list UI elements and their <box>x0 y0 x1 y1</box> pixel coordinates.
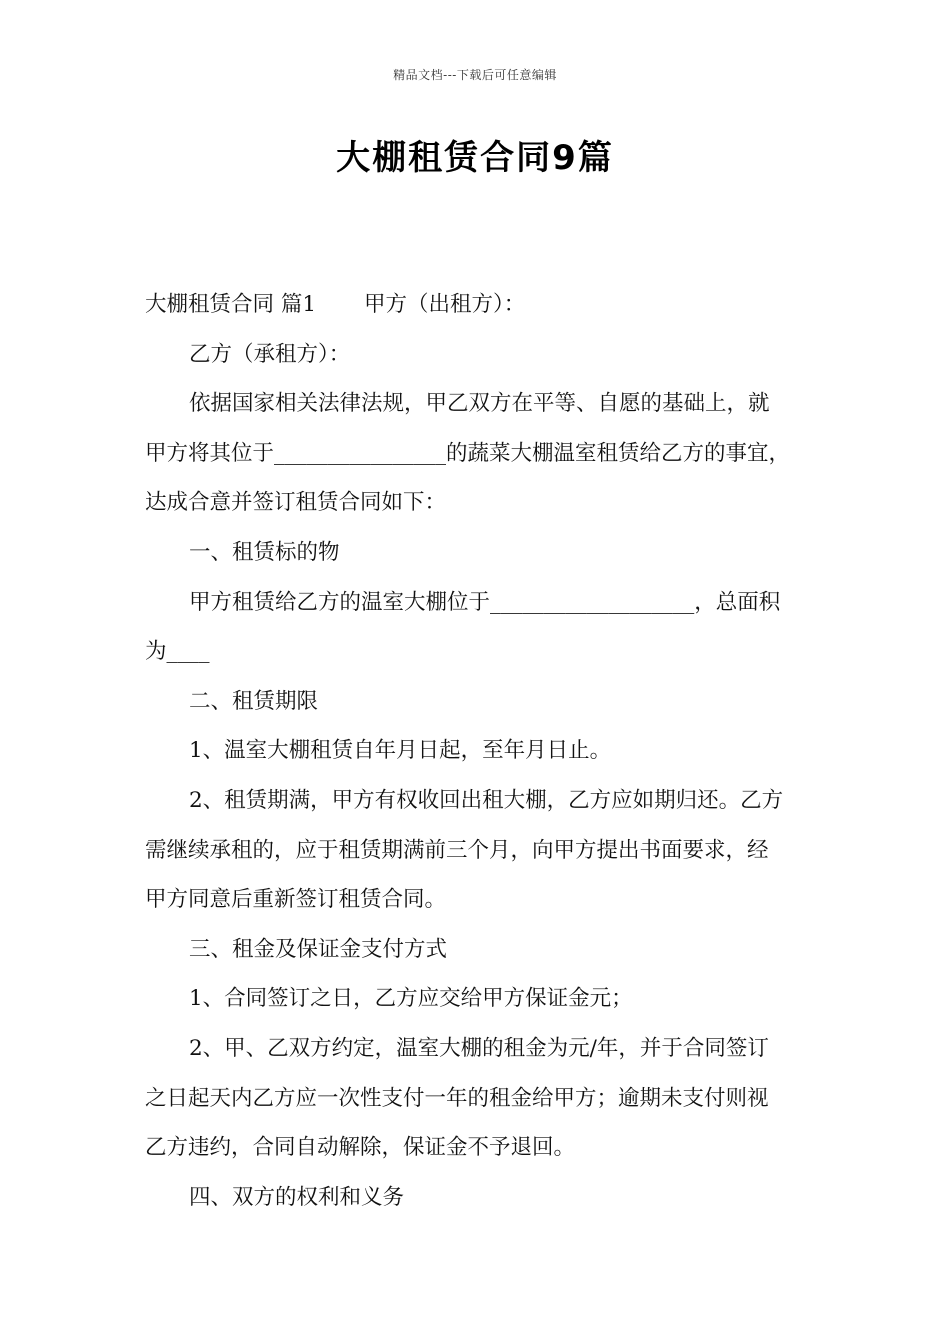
party-b-label: 乙方（承租方）： <box>189 341 351 367</box>
contract-heading-line <box>145 280 817 330</box>
paragraph-line: 甲方将其位于________________的蔬菜大棚温室租赁给乙方的事宜， <box>145 440 791 466</box>
paragraph-line: 达成合意并签订租赁合同如下： <box>145 490 447 516</box>
paragraph-line: 1、温室大棚租赁自年月日起，至年月日止。 <box>189 738 612 764</box>
party-a-label: 甲方（出租方）： <box>364 292 526 317</box>
document-title: 大棚租赁合同9篇 <box>336 138 614 178</box>
section-heading: 二、租赁期限 <box>189 688 319 714</box>
paragraph-line: 依据国家相关法律法规，甲乙双方在平等、自愿的基础上，就 <box>189 391 770 417</box>
header-note: 精品文档---下载后可任意编辑 <box>393 68 557 82</box>
section-heading: 一、租赁标的物 <box>189 539 340 565</box>
paragraph-line: 乙方违约，合同自动解除，保证金不予退回。 <box>145 1135 576 1161</box>
paragraph-line: 甲方租赁给乙方的温室大棚位于___________________，总面积 <box>189 589 781 615</box>
paragraph-line: 为____ <box>145 639 210 665</box>
paragraph-line: 2、甲、乙双方约定，温室大棚的租金为元/年，并于合同签订 <box>189 1035 769 1061</box>
contract-section-title: 大棚租赁合同 篇1 <box>145 292 317 317</box>
paragraph-line: 之日起天内乙方应一次性支付一年的租金给甲方；逾期未支付则视 <box>145 1085 769 1111</box>
paragraph-line: 1、合同签订之日，乙方应交给甲方保证金元； <box>189 986 633 1012</box>
paragraph-line: 2、租赁期满，甲方有权收回出租大棚，乙方应如期归还。乙方 <box>189 787 784 813</box>
section-heading: 三、租金及保证金支付方式 <box>189 936 448 962</box>
paragraph-line: 需继续承租的，应于租赁期满前三个月，向甲方提出书面要求，经 <box>145 837 769 863</box>
section-heading: 四、双方的权利和义务 <box>189 1184 405 1210</box>
paragraph-line: 甲方同意后重新签订租赁合同。 <box>145 887 447 913</box>
document-body <box>145 280 817 1222</box>
